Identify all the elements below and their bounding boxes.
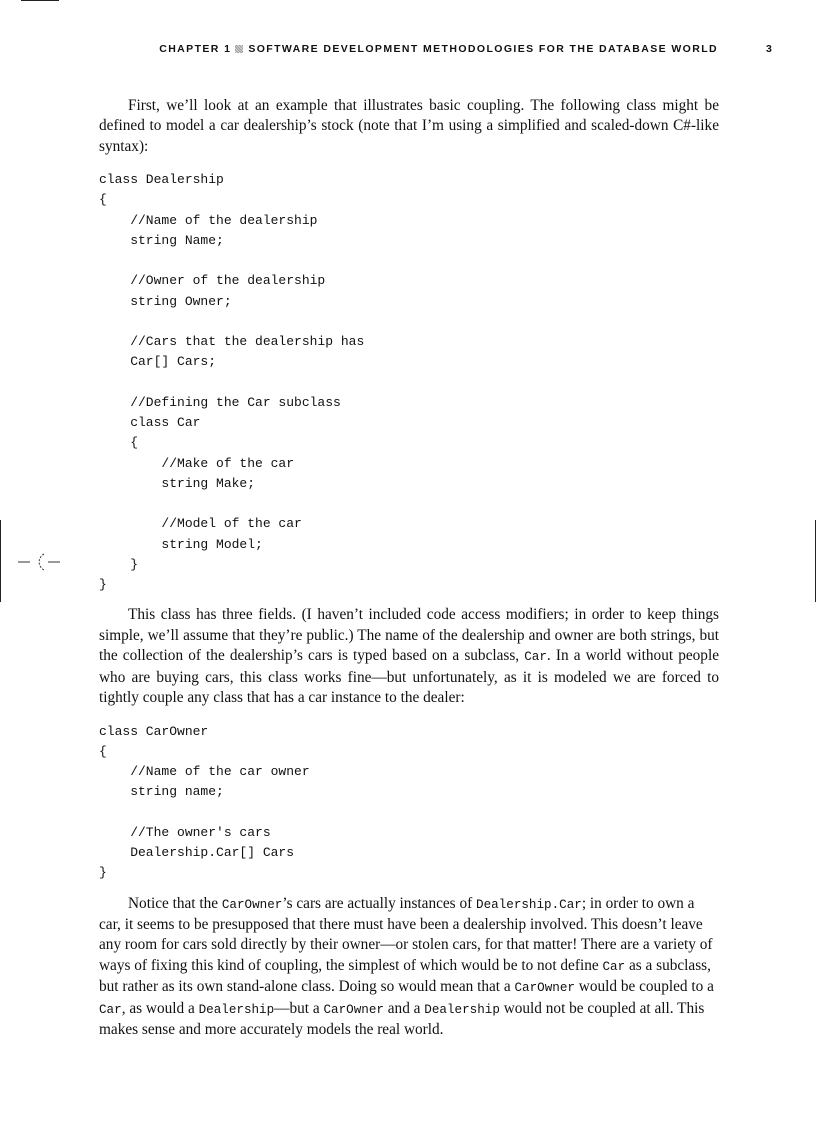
code-listing-dealership: class Dealership { //Name of the dealership string Name; //Owner of the dealership string Owner; //Cars that the dealership has Car[] Cars; //Defining the Car subclass class Car { //Make of the car string Make; //Model of the car string Model; } } bbox=[99, 172, 365, 593]
chapter-label: CHAPTER 1 bbox=[159, 43, 232, 55]
crop-mark-top bbox=[21, 0, 59, 1]
chapter-title: SOFTWARE DEVELOPMENT METHODOLOGIES FOR THE DATABASE WORLD bbox=[248, 43, 718, 55]
running-head-title bbox=[159, 43, 718, 55]
code-listing-carowner: class CarOwner { //Name of the car owner string name; //The owner's cars Dealership.Car[] Cars } bbox=[99, 723, 310, 881]
inline-code: CarOwner bbox=[514, 981, 575, 996]
page-body bbox=[99, 96, 719, 1040]
page-number: 3 bbox=[766, 43, 774, 55]
separator-square-icon bbox=[235, 45, 243, 53]
paragraph-notice: Notice that the CarOwner’s cars are actually instances of Dealership.Car; in order to own a car, it seems to be presupposed that there must have been a dealership involved. This doesn’t leave any room for cars sold directly by their owner—or stolen cars, for that matter! There are a variety of ways of fixing this kind of coupling, the simplest of which would be to not define Car as a subclass, but rather as its own stand-alone class. Doing so would mean that a CarOwner would be coupled to a Car, as would a Dealership—but a CarOwner and a Dealership would not be coupled at all. This makes sense and more accurately models the real world. bbox=[99, 894, 714, 1038]
registration-mark-icon bbox=[18, 550, 60, 574]
inline-code: Dealership bbox=[424, 1002, 500, 1017]
inline-code: Car bbox=[99, 1002, 122, 1017]
paragraph-intro: First, we’ll look at an example that illustrates basic coupling. The following class might be defined to model a car dealership’s stock (note that I’m using a simplified and scaled-down C#-like syntax): bbox=[99, 97, 719, 155]
inline-code: CarOwner bbox=[323, 1002, 384, 1017]
inline-code: CarOwner bbox=[221, 897, 283, 912]
running-head bbox=[0, 43, 816, 59]
crop-mark-left bbox=[0, 520, 1, 602]
inline-code: Dealership bbox=[198, 1002, 275, 1017]
inline-code: Car bbox=[602, 959, 626, 974]
inline-code: Dealership.Car bbox=[476, 897, 582, 912]
inline-code: Car bbox=[524, 650, 547, 665]
paragraph-three-fields: This class has three fields. (I haven’t included code access modifiers; in order to keep things simple, we’ll assume that they’re public.) The name of the dealership and owner are both strings, but the collection of the dealership’s cars is typed based on a subclass, Car. In a world without people who are buying cars, this class works fine—but unfortunately, as it is modeled we are forced to tightly couple any class that has a car instance to the dealer: bbox=[99, 606, 719, 707]
